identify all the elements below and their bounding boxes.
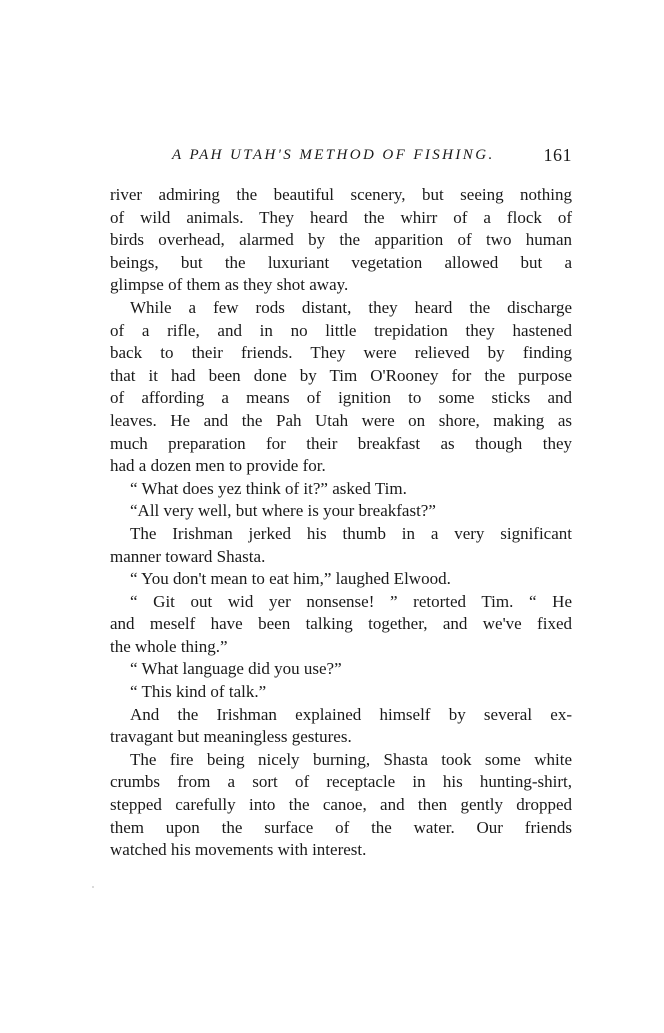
text-line: “ What language did you use?” <box>130 659 342 679</box>
text-line: “ Git out wid yer nonsense! ” retorted Tim. “ He <box>130 591 572 611</box>
running-head <box>110 147 572 171</box>
text-line: watched his movements with interest. <box>110 840 367 860</box>
text-line: of a rifle, and in no little trepidation they hastened <box>110 320 572 340</box>
text-line: them upon the surface of the water. Our friends <box>110 817 572 837</box>
text-line: had a dozen men to provide for. <box>110 456 326 476</box>
text-line: And the Irishman explained himself by several ex- <box>130 704 572 724</box>
text-line: “All very well, but where is your breakfast?” <box>130 501 436 521</box>
text-line: The fire being nicely burning, Shasta took some white <box>130 749 572 769</box>
text-line: travagant but meaningless gestures. <box>110 727 352 747</box>
text-line: crumbs from a sort of receptacle in his hunting-shirt, <box>110 772 572 792</box>
text-line: leaves. He and the Pah Utah were on shore, making as <box>110 410 572 430</box>
text-line: much preparation for their breakfast as though they <box>110 433 572 453</box>
text-line: glimpse of them as they shot away. <box>110 275 349 295</box>
page-number: 161 <box>543 145 572 165</box>
text-line: While a few rods distant, they heard the discharge <box>130 297 572 317</box>
text-line: stepped carefully into the canoe, and then gently dropped <box>110 795 572 815</box>
text-line: beings, but the luxuriant vegetation allowed but a <box>110 252 572 272</box>
text-line: manner toward Shasta. <box>110 546 266 566</box>
running-title: A PAH UTAH'S METHOD OF FISHING. <box>172 147 495 163</box>
text-line: and meself have been talking together, and we've fixed <box>110 614 572 634</box>
text-line: of wild animals. They heard the whirr of a flock of <box>110 207 572 227</box>
text-line: “ What does yez think of it?” asked Tim. <box>130 478 407 498</box>
text-line: that it had been done by Tim O'Rooney for the purpose <box>110 365 572 385</box>
text-line: “ This kind of talk.” <box>130 682 267 702</box>
text-line: of affording a means of ignition to some sticks and <box>110 388 572 408</box>
text-line: river admiring the beautiful scenery, but seeing nothing <box>110 185 572 204</box>
text-line: back to their friends. They were relieved by finding <box>110 343 572 363</box>
body-text <box>110 184 572 862</box>
page-speck <box>92 886 94 888</box>
text-line: the whole thing.” <box>110 636 228 656</box>
text-line: “ You don't mean to eat him,” laughed Elwood. <box>130 569 451 589</box>
text-line: The Irishman jerked his thumb in a very significant <box>130 523 572 543</box>
text-line: birds overhead, alarmed by the apparition of two human <box>110 230 572 250</box>
